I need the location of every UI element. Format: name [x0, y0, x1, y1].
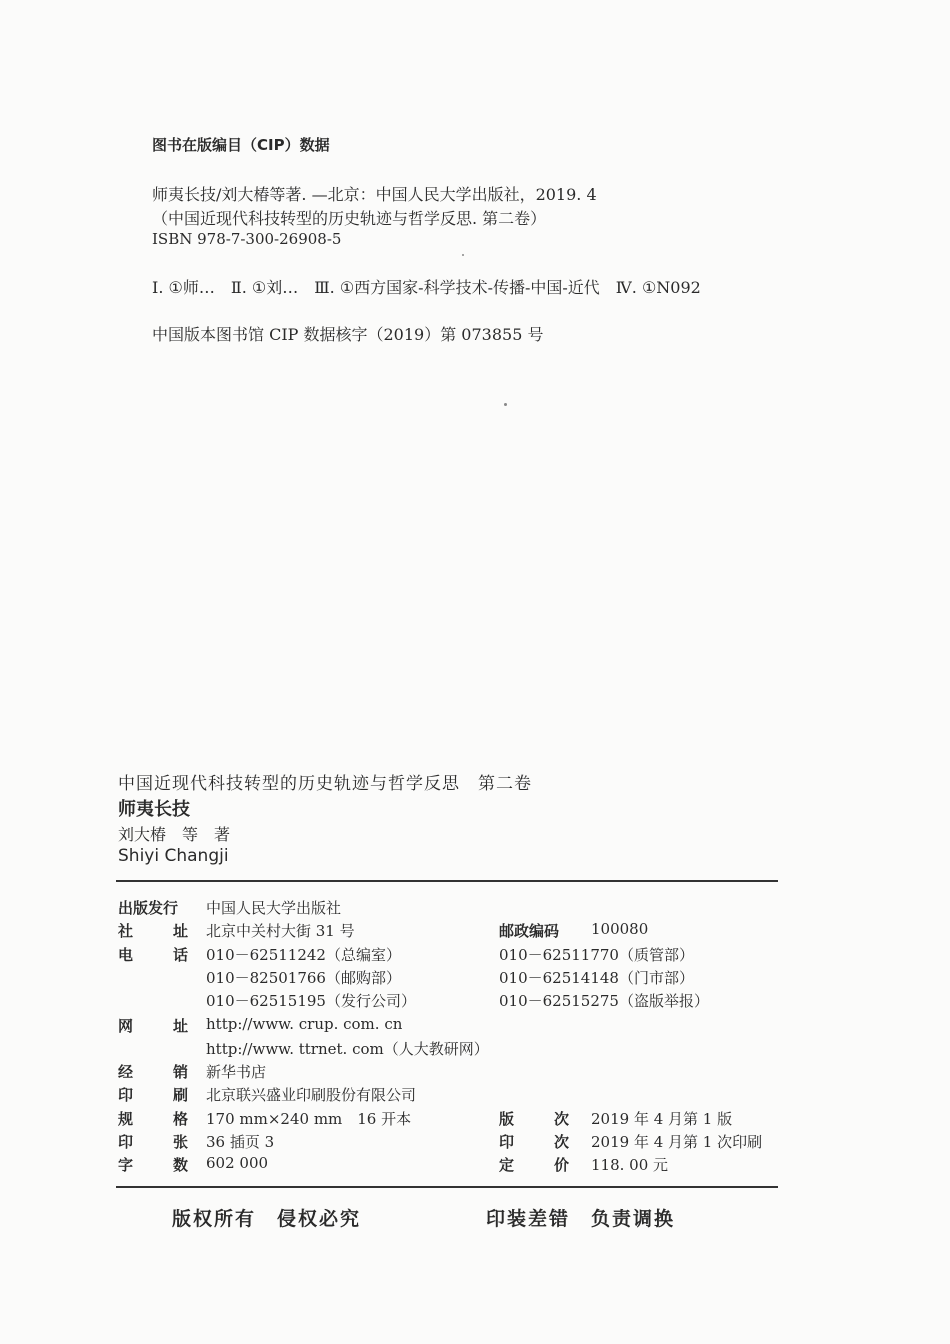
publisher-row: [118, 897, 178, 918]
book-series: 中国近现代科技转型的历史轨迹与哲学反思 第二卷: [118, 774, 532, 794]
cip-isbn: ISBN 978-7-300-26908-5: [152, 230, 342, 248]
cip-bibliographic-line: 师夷长技/刘大椿等著. —北京：中国人民大学出版社，2019. 4: [152, 185, 597, 204]
postcode-value: 100080: [591, 920, 649, 938]
address-label: 社 址: [118, 922, 188, 940]
publisher-value: 中国人民大学出版社: [206, 899, 342, 917]
spec-value: 170 mm×240 mm 16 开本: [206, 1110, 412, 1128]
printer-label: 印 刷: [118, 1086, 188, 1104]
web-url-1[interactable]: http://www. crup. com. cn: [206, 1015, 403, 1033]
price-label: 定 价: [499, 1156, 569, 1174]
phone-label: 电 话: [118, 946, 188, 964]
web-url-2[interactable]: http://www. ttrnet. com（人大教研网）: [206, 1040, 489, 1058]
book-author: 刘大椿 等 著: [118, 825, 231, 844]
publisher-label: 出版发行: [118, 899, 179, 917]
phone-right-2: 010－62514148（门市部）: [499, 969, 694, 987]
distributor-label: 经 销: [118, 1063, 188, 1081]
cip-record-number: 中国版本图书馆 CIP 数据核字（2019）第 073855 号: [152, 325, 544, 344]
cip-classification: Ⅰ. ①师… Ⅱ. ①刘… Ⅲ. ①西方国家-科学技术-传播-中国-近代 Ⅳ. ①N092: [152, 278, 701, 297]
spec-label: 规 格: [118, 1110, 188, 1128]
cip-series-line: （中国近现代科技转型的历史轨迹与哲学反思. 第二卷）: [152, 209, 547, 228]
book-pinyin-title: Shiyi Changji: [118, 846, 229, 866]
sheets-label: 印 张: [118, 1133, 188, 1151]
printing-value: 2019 年 4 月第 1 次印刷: [591, 1133, 763, 1151]
book-title: 师夷长技: [118, 799, 190, 820]
sheets-value: 36 插页 3: [206, 1133, 275, 1151]
price-value: 118. 00 元: [591, 1156, 669, 1174]
words-label: 字 数: [118, 1156, 188, 1174]
phone-right-3: 010－62515275（盗版举报）: [499, 992, 709, 1010]
cip-heading: 图书在版编目（CIP）数据: [152, 136, 330, 154]
scan-speck: [462, 254, 464, 256]
address-value: 北京中关村大街 31 号: [206, 922, 355, 940]
phone-right-1: 010－62511770（质管部）: [499, 946, 694, 964]
web-label: 网 址: [118, 1017, 188, 1035]
bottom-divider: [116, 1186, 778, 1188]
edition-value: 2019 年 4 月第 1 版: [591, 1110, 733, 1128]
top-divider: [116, 880, 778, 882]
replacement-notice: 印装差错 负责调换: [486, 1208, 676, 1230]
words-value: 602 000: [206, 1154, 269, 1172]
distributor-value: 新华书店: [206, 1063, 267, 1081]
scan-speck: [504, 403, 507, 406]
phone-left-2: 010－82501766（邮购部）: [206, 969, 401, 987]
edition-label: 版 次: [499, 1110, 569, 1128]
printing-label: 印 次: [499, 1133, 569, 1151]
phone-left-1: 010－62511242（总编室）: [206, 946, 401, 964]
copyright-notice: 版权所有 侵权必究: [172, 1208, 362, 1230]
postcode-label: 邮政编码: [499, 922, 560, 940]
phone-left-3: 010－62515195（发行公司）: [206, 992, 416, 1010]
printer-value: 北京联兴盛业印刷股份有限公司: [206, 1086, 417, 1104]
